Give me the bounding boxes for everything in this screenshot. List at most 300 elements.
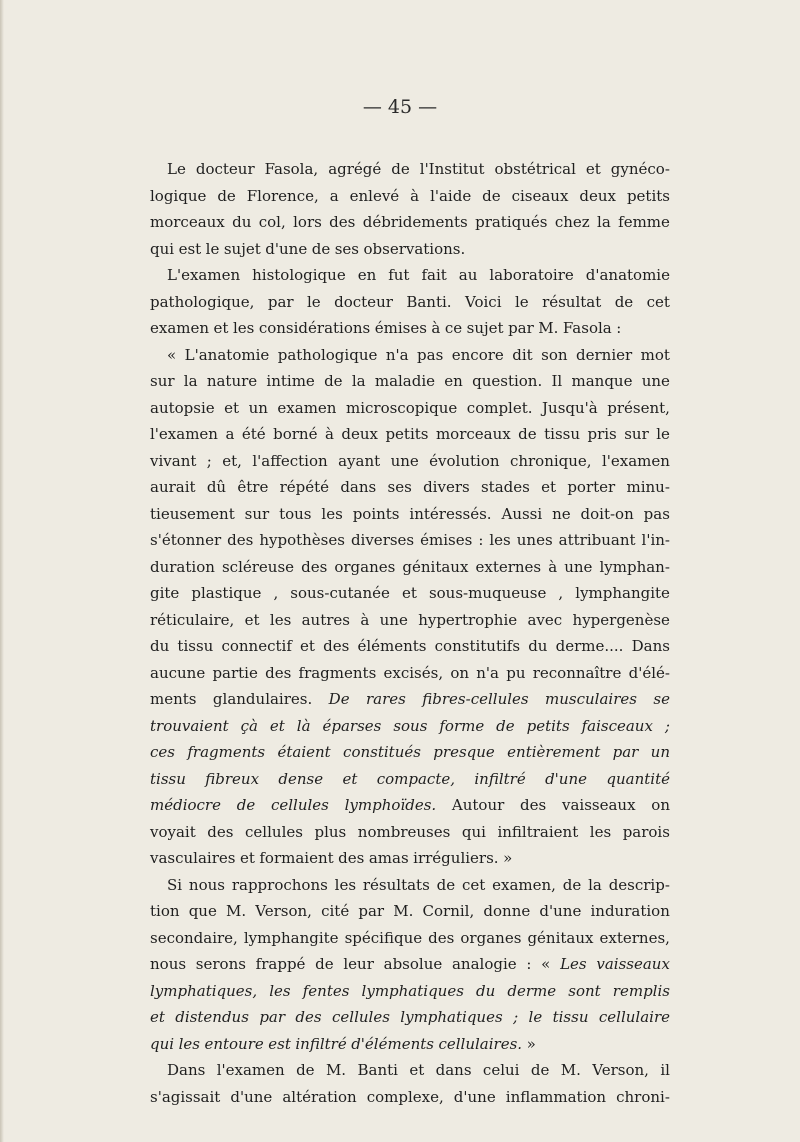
word: lymphatiques, <box>150 981 258 1000</box>
word: lymphan- <box>599 557 670 576</box>
word: morceaux <box>150 213 225 231</box>
text-line <box>150 474 670 501</box>
word: ; <box>206 451 212 470</box>
word: et <box>585 160 601 178</box>
word: femme <box>618 213 670 231</box>
word: le <box>528 1008 543 1026</box>
word: et <box>150 1008 165 1026</box>
word: ne <box>552 504 571 523</box>
word: infiltré <box>474 769 526 788</box>
word: du <box>528 637 548 655</box>
word: dans <box>435 1061 472 1079</box>
word: une <box>564 557 593 576</box>
word: été <box>241 425 266 443</box>
word: derme <box>507 981 557 1000</box>
word: dense <box>278 769 324 788</box>
word: et <box>269 716 285 735</box>
word: sur <box>624 425 649 443</box>
word: chronique, <box>509 451 592 470</box>
word: la <box>183 372 198 390</box>
word: nous <box>150 955 187 973</box>
word: çà <box>240 716 258 735</box>
word: une <box>390 451 419 470</box>
text-line <box>150 1031 670 1058</box>
text-line <box>150 289 670 316</box>
word: cellules <box>332 1008 390 1026</box>
word: dit <box>512 345 533 364</box>
word: l'examen <box>216 1061 285 1079</box>
word: une <box>641 372 670 390</box>
word: son <box>541 345 568 364</box>
word: sont <box>568 981 601 1000</box>
word: ses <box>334 239 359 258</box>
word: ments <box>150 690 197 708</box>
word: du <box>232 213 252 231</box>
text-line <box>150 766 670 793</box>
word: qui <box>150 1034 175 1053</box>
page-edge-shadow <box>0 0 4 1142</box>
word: les <box>269 981 291 1000</box>
word: plastique <box>191 584 262 602</box>
word: vaisseaux <box>596 955 670 973</box>
word: tissu <box>177 637 214 655</box>
text-line <box>150 819 670 846</box>
word: observations. <box>363 239 466 258</box>
word: sur <box>244 504 270 523</box>
word: points <box>352 504 400 523</box>
word: doit-on <box>580 504 634 523</box>
word: des <box>428 928 455 947</box>
word: étaient <box>277 743 331 761</box>
word: d'une <box>453 1087 496 1106</box>
word: descrip- <box>608 875 670 894</box>
word: les <box>589 822 612 841</box>
word: avec <box>527 610 563 629</box>
word: divers <box>423 478 470 496</box>
text-line <box>150 872 670 899</box>
word: et <box>213 319 229 337</box>
word: de <box>436 875 456 894</box>
word: encore <box>451 345 504 364</box>
word: et <box>342 769 358 788</box>
word: de <box>315 955 334 973</box>
text-line <box>150 951 670 978</box>
word: gynéco- <box>610 160 670 178</box>
word: lymphatiques <box>400 1008 503 1026</box>
text-line <box>150 421 670 448</box>
word: cellules <box>245 822 303 841</box>
word: nous <box>188 875 225 894</box>
word: à <box>548 557 558 576</box>
word: et <box>224 398 240 417</box>
word: trouvaient <box>150 716 229 735</box>
word: secondaire, <box>150 928 238 947</box>
text-line <box>150 660 670 687</box>
word: voyait <box>150 822 196 841</box>
word: en <box>357 266 377 284</box>
word: de <box>236 796 256 814</box>
word: externes, <box>599 928 670 947</box>
word: pathologique <box>277 345 378 364</box>
word: de <box>518 425 537 443</box>
word: organes <box>460 928 522 947</box>
word: Si <box>167 875 183 894</box>
word: serons <box>195 955 246 973</box>
word: et <box>541 478 557 496</box>
word: aucune <box>150 663 206 682</box>
word: morceaux <box>435 425 511 443</box>
word: deux <box>579 186 616 205</box>
word: de <box>562 875 582 894</box>
word: les <box>178 1034 200 1053</box>
word: « <box>541 955 551 973</box>
word: analogie <box>451 955 517 973</box>
word: hypothèses <box>259 531 345 549</box>
word: émises <box>420 531 473 549</box>
word: génitaux <box>402 557 469 576</box>
word: : <box>526 955 532 973</box>
word: un <box>248 398 268 417</box>
word: , <box>273 584 279 602</box>
word: Dans <box>631 637 670 655</box>
word: amas <box>368 849 409 867</box>
word: spécifique <box>344 928 423 947</box>
word: logique <box>150 186 207 205</box>
word: d'éléments <box>351 1034 434 1053</box>
word: lymphatiques <box>361 981 464 1000</box>
word: à <box>324 425 334 443</box>
word: ; <box>664 716 670 735</box>
word: parois <box>622 822 670 841</box>
word: a <box>225 425 235 443</box>
word: induration <box>590 902 670 920</box>
word: éparses <box>322 716 382 735</box>
body-text <box>150 156 670 1110</box>
word: compacte, <box>376 769 456 788</box>
word: tous <box>279 504 312 523</box>
word: être <box>237 478 269 496</box>
word: cet <box>461 875 486 894</box>
word: par <box>259 1008 286 1026</box>
word: fibreux <box>205 769 260 788</box>
word: dans <box>340 478 377 496</box>
word: examen, <box>492 875 556 894</box>
word: fragments <box>187 743 266 761</box>
word: laboratoire <box>489 266 574 284</box>
word: qui <box>150 239 175 258</box>
word: émises <box>374 319 427 337</box>
word: Fasola <box>562 319 612 337</box>
word: un <box>650 743 670 761</box>
word: sur <box>150 372 175 390</box>
word: n'a <box>385 345 409 364</box>
word: en <box>444 372 463 390</box>
word: des <box>265 663 292 682</box>
word: cité <box>321 902 350 920</box>
word: connectif <box>221 637 292 655</box>
word: cellules <box>270 796 329 814</box>
text-line <box>150 527 670 554</box>
word: Aussi <box>501 504 543 523</box>
word: répété <box>279 478 330 496</box>
word: M. <box>393 902 414 920</box>
word: du <box>476 981 496 1000</box>
word: sujet <box>223 239 261 258</box>
word: Le <box>167 160 186 178</box>
word: et <box>401 584 417 602</box>
word: les <box>269 610 292 629</box>
word: , <box>558 584 564 602</box>
word: remplis <box>612 981 670 1000</box>
word: Jusqu'à <box>542 398 598 417</box>
word: vaisseaux <box>561 796 636 814</box>
word: tissu <box>544 425 581 443</box>
word: de <box>391 160 410 178</box>
word: sujet <box>466 319 504 337</box>
text-line <box>150 501 670 528</box>
word: Cornil, <box>422 902 475 920</box>
word: petits <box>385 425 429 443</box>
word: organes <box>334 557 396 576</box>
word: inflammation <box>505 1087 607 1106</box>
word: obstétrical <box>494 160 576 178</box>
text-line <box>150 156 670 183</box>
word: Florence, <box>246 186 319 205</box>
word: « <box>167 345 177 364</box>
word: examen <box>277 398 337 417</box>
word: L'anatomie <box>184 345 270 364</box>
word: Autour <box>451 796 505 814</box>
word: lymphangite <box>243 928 339 947</box>
word: une <box>379 610 408 629</box>
word: l'examen <box>601 451 670 470</box>
word: mot <box>640 345 670 364</box>
word: pris <box>587 425 617 443</box>
word: que <box>188 902 217 920</box>
word: vivant <box>150 451 197 470</box>
word: gite <box>150 584 180 602</box>
word: altération <box>282 1087 357 1106</box>
word: tion <box>150 902 180 920</box>
word: infiltraient <box>497 822 579 841</box>
text-line <box>150 739 670 766</box>
word: l'Institut <box>419 160 485 178</box>
word: borné <box>273 425 318 443</box>
text-line <box>150 395 670 422</box>
word: sous-cutanée <box>290 584 390 602</box>
word: fait <box>421 266 447 284</box>
word: » <box>526 1034 536 1053</box>
word: on <box>651 796 670 814</box>
word: fibres-cellules <box>422 690 529 708</box>
word: l'aide <box>430 186 472 205</box>
word: infiltré <box>295 1034 347 1053</box>
word: : <box>478 531 484 549</box>
word: attribuant <box>558 531 636 549</box>
word: faisceaux <box>581 716 653 735</box>
text-line <box>150 262 670 289</box>
word: porter <box>567 478 616 496</box>
word: et <box>409 1061 425 1079</box>
word: Les <box>560 955 587 973</box>
word: est <box>178 239 202 258</box>
word: des <box>520 796 547 814</box>
word: les <box>489 531 511 549</box>
word: cellulaire <box>598 1008 670 1026</box>
word: d'une <box>545 769 588 788</box>
text-line <box>150 209 670 236</box>
word: formaient <box>259 849 334 867</box>
word: d'une <box>265 239 308 258</box>
word: examen <box>150 319 210 337</box>
word: intime <box>266 372 315 390</box>
word: Voici <box>465 292 502 311</box>
word: des <box>329 213 356 231</box>
text-line <box>150 898 670 925</box>
word: a <box>329 186 339 205</box>
word: autres <box>301 610 350 629</box>
text-line <box>150 1084 670 1111</box>
word: rares <box>366 690 406 708</box>
word: ses <box>387 478 412 496</box>
word: résultat <box>542 292 602 311</box>
word: distendus <box>175 1008 249 1026</box>
word: forme <box>439 716 485 735</box>
word: donne <box>483 902 531 920</box>
word: ayant <box>338 451 381 470</box>
word: la <box>597 213 611 231</box>
word: nombreuses <box>357 822 451 841</box>
word: constitutifs <box>434 637 521 655</box>
word: de <box>311 239 331 258</box>
word: Verson, <box>255 902 312 920</box>
word: docteur <box>334 292 393 311</box>
word: petits <box>626 186 670 205</box>
word: d'élé- <box>628 663 670 682</box>
word: on <box>450 663 470 682</box>
word: le <box>307 292 321 311</box>
word: histologique <box>252 266 346 284</box>
word: agrégé <box>328 160 382 178</box>
word: : <box>616 319 622 337</box>
word: M. <box>325 1061 347 1079</box>
text-line <box>150 1004 670 1031</box>
word: lymphoïdes. <box>344 796 437 814</box>
word: leur <box>343 955 374 973</box>
word: dû <box>206 478 227 496</box>
text-line <box>150 368 670 395</box>
word: hypertrophie <box>418 610 518 629</box>
word: autopsie <box>150 398 215 417</box>
word: cellulaires. <box>438 1034 523 1053</box>
word: des <box>207 822 234 841</box>
word: petits <box>526 716 570 735</box>
word: du <box>150 637 170 655</box>
word: presque <box>433 743 495 761</box>
word: chroni- <box>616 1087 670 1106</box>
word: éléments <box>357 637 427 655</box>
word: pu <box>506 663 526 682</box>
word: tissu <box>552 1008 589 1026</box>
word: stades <box>480 478 530 496</box>
word: lors <box>293 213 322 231</box>
word: des <box>338 849 365 867</box>
word: microscopique <box>345 398 458 417</box>
text-line <box>150 925 670 952</box>
word: manque <box>571 372 633 390</box>
word: Dans <box>167 1061 206 1079</box>
word: qui <box>461 822 486 841</box>
text-line <box>150 792 670 819</box>
word: Banti <box>357 1061 398 1079</box>
word: là <box>296 716 311 735</box>
word: par <box>612 743 639 761</box>
word: de <box>530 1061 550 1079</box>
word: d'anatomie <box>585 266 670 284</box>
word: cet <box>646 292 670 311</box>
word: et <box>300 637 315 655</box>
text-line <box>150 1057 670 1084</box>
word: tissu <box>150 769 186 788</box>
word: ciseaux <box>511 186 569 205</box>
word: et <box>239 849 255 867</box>
text-line <box>150 607 670 634</box>
word: il <box>660 1061 670 1079</box>
word: s'étonner <box>150 531 222 549</box>
word: Fasola, <box>264 160 319 178</box>
word: lymphangite <box>575 584 670 602</box>
word: des <box>323 637 350 655</box>
text-line <box>150 978 670 1005</box>
word: considérations <box>258 319 371 337</box>
word: musculaires <box>545 690 637 708</box>
word: évolution <box>429 451 500 470</box>
word: plus <box>314 822 347 841</box>
text-line <box>150 183 670 210</box>
word: tieusement <box>150 504 235 523</box>
word: quantité <box>606 769 670 788</box>
word: par <box>267 292 294 311</box>
word: complet. <box>466 398 533 417</box>
text-line <box>150 633 670 660</box>
word: nature <box>206 372 258 390</box>
word: et <box>244 610 260 629</box>
word: partie <box>212 663 258 682</box>
word: Verson, <box>592 1061 649 1079</box>
word: De <box>328 690 350 708</box>
word: glandulaires. <box>212 690 313 708</box>
word: le <box>656 425 670 443</box>
text-line <box>150 845 670 872</box>
word: les <box>334 875 357 894</box>
word: de <box>324 372 343 390</box>
word: absolue <box>383 955 443 973</box>
word: col, <box>258 213 286 231</box>
word: par <box>508 319 534 337</box>
word: à <box>431 319 441 337</box>
word: externes <box>475 557 542 576</box>
word: rapprochons <box>231 875 328 894</box>
text-line <box>150 580 670 607</box>
word: scléreuse <box>221 557 295 576</box>
text-line <box>150 342 670 369</box>
word: M. <box>538 319 559 337</box>
word: constitués <box>343 743 421 761</box>
word: M. <box>225 902 247 920</box>
word: des <box>301 557 328 576</box>
text-line <box>150 315 670 342</box>
word: derme.... <box>555 637 624 655</box>
